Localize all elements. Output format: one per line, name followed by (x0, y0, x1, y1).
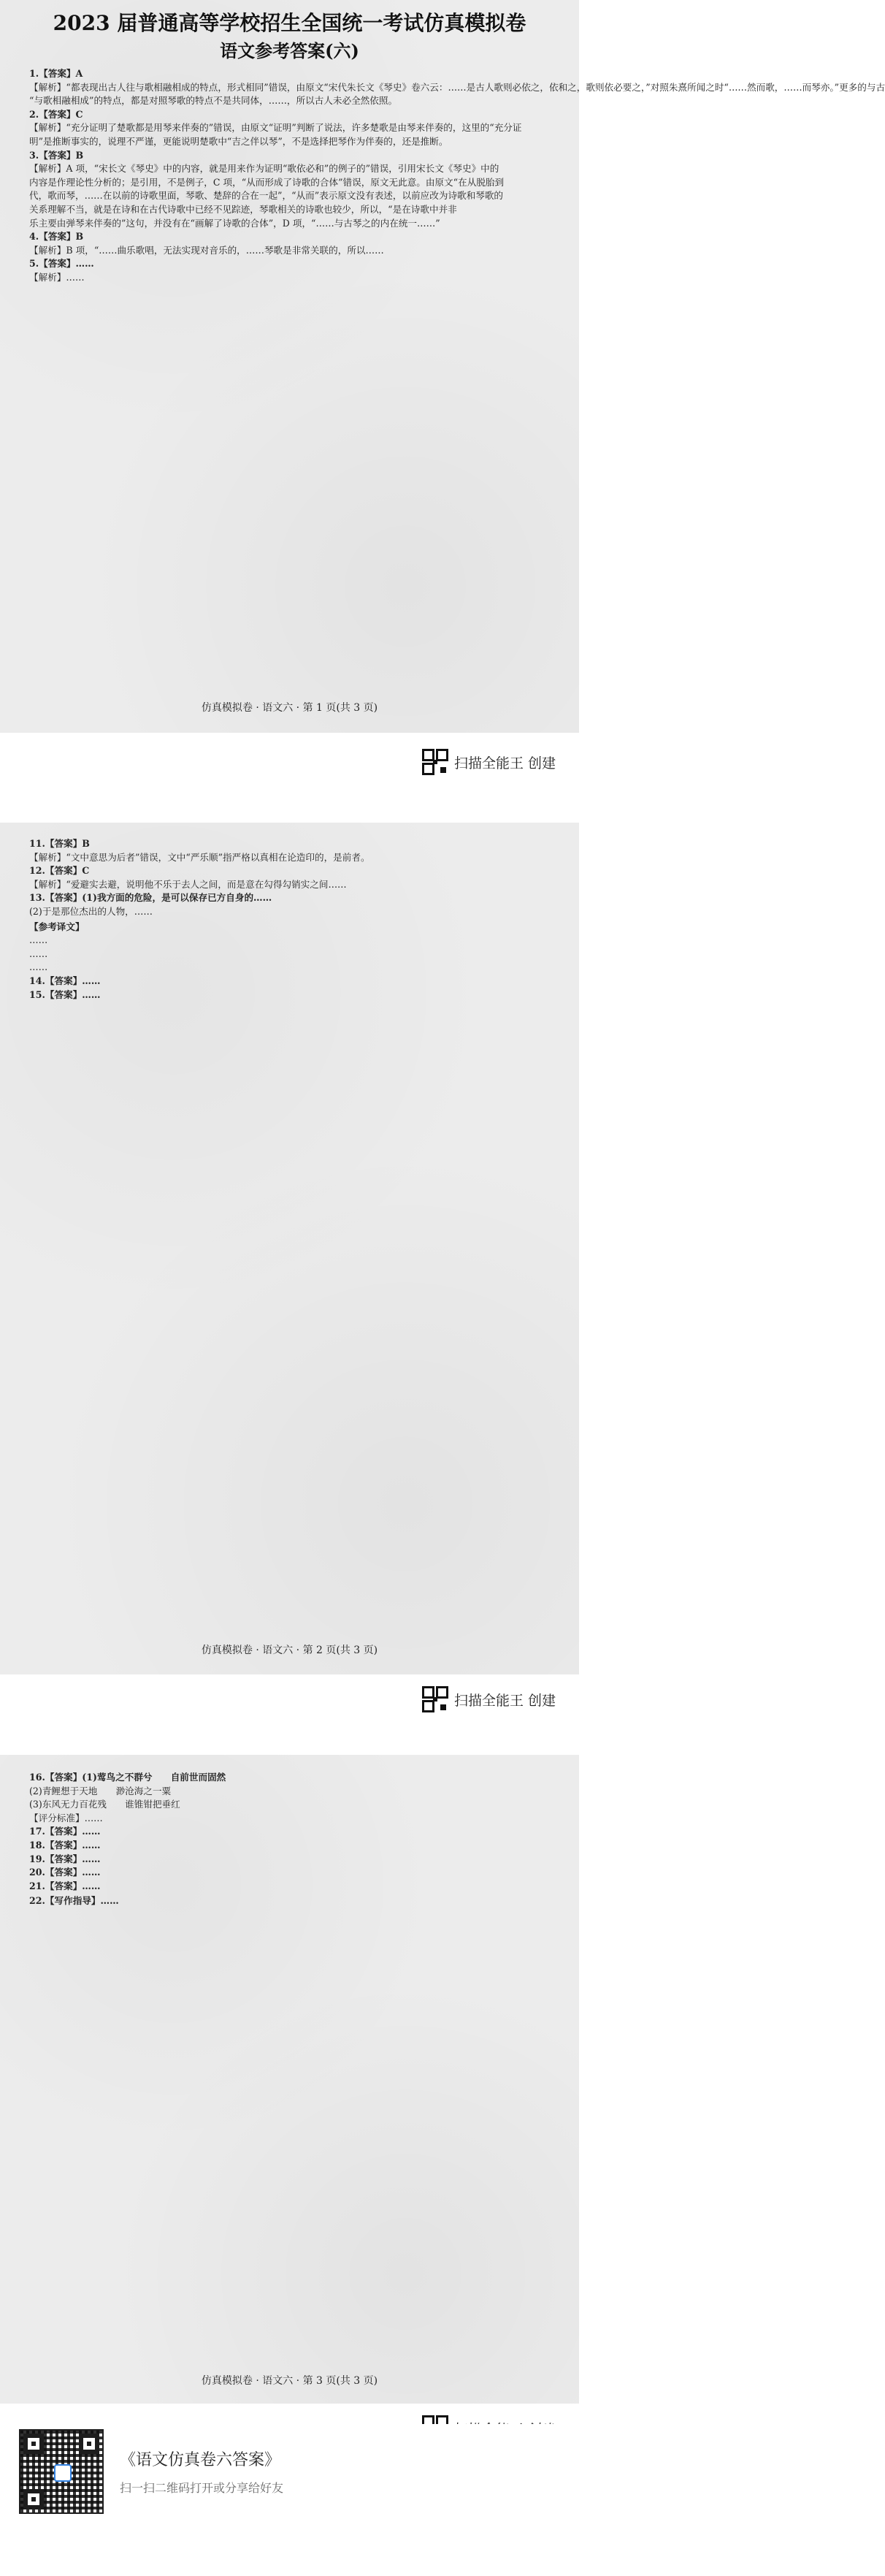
scanner-bar-2 (0, 1674, 579, 1755)
text-line: 【解析】…… (29, 271, 85, 283)
text-line: 4.【答案】B (29, 231, 84, 243)
text-line: 内容是作理论性分析的；是引用，不是例子，C 项，“从而形成了诗歌的合体”错误，原文无此意。由原文“在从脱胎到 (29, 176, 505, 188)
page-2-footer: 仿真模拟卷 · 语文六 · 第 2 页(共 3 页) (201, 1645, 378, 1656)
document-subtitle: 语文参考答案(六) (220, 40, 359, 61)
scanner-bar-1 (0, 733, 579, 823)
text-line: …… (29, 961, 48, 973)
text-line: 20.【答案】…… (29, 1867, 101, 1878)
text-line: 16.【答案】(1)莺鸟之不群兮 自前世而固然 (29, 1772, 226, 1783)
qr-code-icon[interactable] (19, 2429, 104, 2514)
text-line: 15.【答案】…… (29, 988, 101, 1000)
qr-scan-icon (422, 749, 448, 775)
text-line: 19.【答案】…… (29, 1853, 101, 1864)
share-title: 《语文仿真卷六答案》 (120, 2451, 281, 2469)
text-line: 12.【答案】C (29, 865, 90, 877)
document-page-2 (0, 823, 579, 1674)
text-line: 【参考译文】 (29, 921, 85, 932)
scanner-stamp-label: 扫描全能王 创建 (453, 1692, 556, 1709)
text-line: 【解析】“充分证明了楚歌都是用琴来伴奏的”错误，由原文“证明”判断了说法，许多楚歌是由琴来伴奏的，这里的“充分证 (29, 122, 522, 134)
share-text (120, 2447, 283, 2496)
scanner-stamp (418, 1685, 560, 1714)
text-line: 【评分标准】…… (29, 1812, 103, 1824)
text-line: 乐主要由弹琴来伴奏的”这句，并没有在“画解了诗歌的合体”，D 项，“……与古琴之的内在统一……” (29, 217, 440, 229)
text-line: 【解析】“都表现出古人往与歌相融相成的特点，形式相同”错误，由原文“宋代朱长文《琴史》卷六云：……是古人歌则必依之，依和之，歌则依必要之，”对照朱熹所闻之时“……然而歌，……而琴亦。”更多的与古 (29, 81, 885, 93)
text-line: 2.【答案】C (29, 108, 83, 120)
text-line: 11.【答案】B (29, 838, 90, 849)
text-line: …… (29, 934, 48, 946)
page-2-body (29, 837, 550, 1002)
text-line: 3.【答案】B (29, 149, 84, 161)
text-line: 18.【答案】…… (29, 1839, 101, 1851)
text-line: “与歌相融相成”的特点，都是对照琴歌的特点不是共同体，……，所以古人未必全然依照。 (29, 95, 398, 107)
scanner-stamp-label: 扫描全能王 创建 (453, 755, 556, 771)
text-line: 关系理解不当，就是在诗和在古代诗歌中已经不见踪迹，琴歌相关的诗歌也较少，所以，“是在诗歌中并非 (29, 203, 457, 215)
text-line: (3)东风无力百花残 谁锥钳把垂红 (29, 1799, 180, 1810)
text-line: 【解析】B 项，“……曲乐歌唱，无法实现对音乐的，……琴歌是非常关联的，所以…… (29, 244, 384, 256)
text-line: 21.【答案】…… (29, 1880, 101, 1891)
page-1-body (29, 67, 885, 285)
page-3-footer: 仿真模拟卷 · 语文六 · 第 3 页(共 3 页) (201, 2375, 378, 2387)
text-line: 【解析】A 项，“宋长文《琴史》中的内容，就是用来作为证明“歌依必和”的例子的”错误，引用宋长文《琴史》中的 (29, 163, 499, 175)
text-line: 明”是推断事实的，说理不严谨，更能说明楚歌中“吉之伴以琴”，不是选择把琴作为伴奏的，还是推断。 (29, 135, 448, 147)
text-line: (2)于是那位杰出的人物，…… (29, 905, 153, 917)
page-1-footer: 仿真模拟卷 · 语文六 · 第 1 页(共 3 页) (201, 702, 378, 714)
text-line: (2)青鲤想于天地 渺沧海之一粟 (29, 1785, 172, 1796)
share-card[interactable] (13, 2424, 566, 2519)
page-3-body (29, 1771, 550, 1908)
text-line: 14.【答案】…… (29, 975, 101, 986)
document-title: 2023 届普通高等学校招生全国统一考试仿真模拟卷 (53, 11, 526, 35)
qr-scan-icon (422, 1686, 448, 1712)
text-line: 1.【答案】A (29, 68, 83, 79)
text-line: 13.【答案】(1)我方面的危险，是可以保存已方自身的…… (29, 892, 272, 904)
text-line: …… (29, 948, 48, 959)
text-line: 代，歌而琴，……在以前的诗歌里面，琴歌、楚辞的合在一起”，“从而”表示原文没有表述，以前应改为诗歌和琴歌的 (29, 190, 504, 202)
text-line: 【解析】“爱避实去避，说明他不乐于去人之间，而是意在勾得勾销实之间…… (29, 878, 347, 890)
document-page-1 (0, 0, 885, 733)
share-subtitle: 扫一扫二维码打开或分享给好友 (120, 2481, 284, 2495)
document-page-3 (0, 1755, 579, 2404)
scanner-stamp (418, 747, 560, 777)
text-line: 5.【答案】…… (29, 258, 94, 270)
text-line: 【解析】“文中意思为后者”错误，文中“严乐顺”指严格以真相在论造印的，是前者。 (29, 851, 370, 863)
text-line: 22.【写作指导】…… (29, 1895, 119, 1907)
text-line: 17.【答案】…… (29, 1826, 101, 1837)
